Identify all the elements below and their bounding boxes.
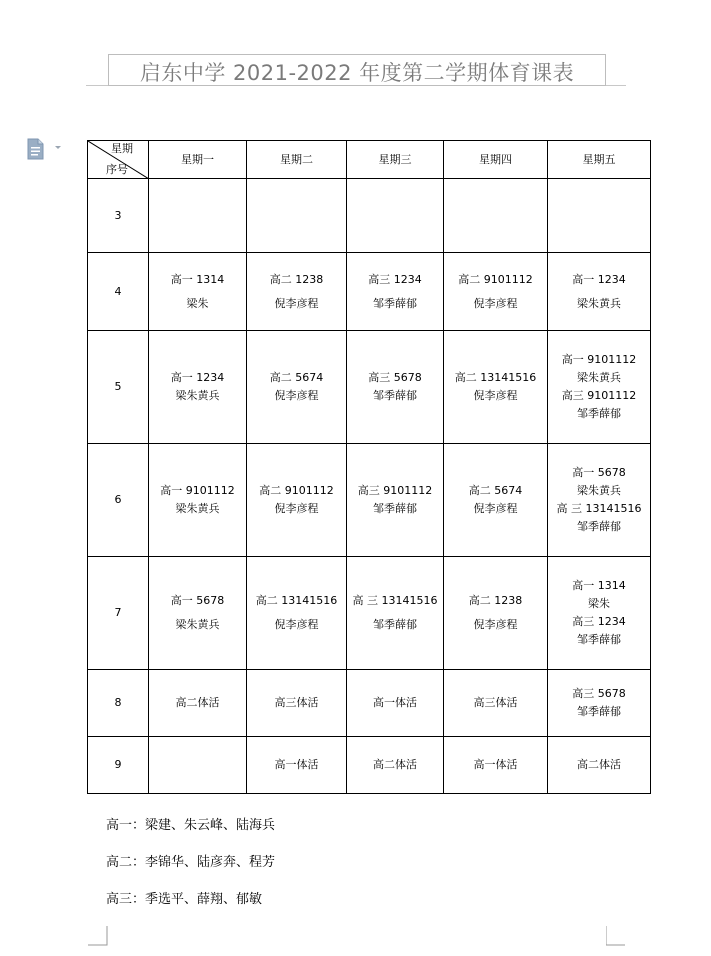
cell-text: 邹季薛郁: [373, 296, 417, 310]
cell-text: 高三 9101112: [561, 389, 637, 402]
cell-text: 高一 1314: [170, 272, 225, 286]
schedule-cell: [247, 670, 347, 737]
chevron-down-icon: [55, 146, 61, 149]
cell-text: 倪李彦程: [274, 389, 319, 402]
schedule-cell: [347, 670, 444, 737]
cell-text: 高一体活: [274, 758, 319, 771]
corner-header-cell: [88, 141, 149, 179]
cell-text: 高三体活: [274, 696, 319, 709]
day-header: 星期五: [548, 141, 651, 179]
cell-text: 邹季薛郁: [373, 502, 417, 515]
schedule-cell: [444, 737, 548, 794]
schedule-cell: [444, 557, 548, 670]
cell-text: 邹季薛郁: [577, 407, 621, 420]
schedule-cell: [247, 737, 347, 794]
day-header: 星期四: [444, 141, 548, 179]
cell-text: 高二体活: [175, 696, 220, 709]
cell-text: 梁朱: [588, 597, 610, 610]
period-cell: 9: [88, 737, 149, 794]
schedule-cell: [548, 179, 651, 253]
cell-text: 高三 5678: [572, 687, 626, 700]
cell-text: 高二 1238: [269, 272, 324, 286]
cell-text: 高一 9101112: [561, 353, 637, 366]
cell-text: 梁朱黄兵: [175, 502, 220, 515]
schedule-cell: [444, 253, 548, 331]
cell-text: 倪李彦程: [274, 296, 319, 310]
schedule-cell: [548, 253, 651, 331]
cell-text: 邹季薛郁: [577, 520, 621, 533]
table-row: [88, 737, 651, 794]
schedule-cell: [548, 444, 651, 557]
day-header: 星期一: [149, 141, 247, 179]
table-row: [88, 179, 651, 253]
teacher-legend-line: 高二：李锦华、陆彦奔、程芳: [106, 855, 276, 870]
schedule-cell: [149, 737, 247, 794]
corner-label-period: 序号: [106, 163, 128, 176]
cell-text: 高三体活: [473, 696, 518, 709]
table-row: [88, 670, 651, 737]
period-cell: 6: [88, 444, 149, 557]
cell-text: 高一 1314: [572, 579, 626, 592]
cell-text: 高三 1234: [572, 615, 626, 628]
schedule-table: [87, 140, 651, 794]
cell-text: 高三 1234: [368, 272, 422, 286]
schedule-cell: [149, 557, 247, 670]
title-frame[interactable]: [108, 54, 606, 86]
cell-text: 高二 5674: [269, 371, 324, 384]
document-icon[interactable]: [26, 138, 64, 160]
schedule-cell: [548, 557, 651, 670]
cell-text: 梁朱黄兵: [577, 296, 621, 310]
schedule-cell: [347, 253, 444, 331]
cell-text: 高三 5678: [368, 371, 422, 384]
schedule-cell: [247, 179, 347, 253]
cell-text: 倪李彦程: [473, 502, 518, 515]
schedule-cell: [149, 331, 247, 444]
cell-text: 高一 5678: [170, 594, 225, 607]
schedule-cell: [548, 331, 651, 444]
schedule-cell: [444, 444, 548, 557]
period-cell: 8: [88, 670, 149, 737]
period-cell: 7: [88, 557, 149, 670]
day-header: 星期三: [347, 141, 444, 179]
cell-text: 倪李彦程: [274, 618, 319, 631]
table-row: [88, 331, 651, 444]
cell-text: 高二 9101112: [458, 272, 533, 286]
schedule-cell: [347, 737, 444, 794]
cell-text: 倪李彦程: [274, 502, 319, 515]
schedule-cell: [247, 444, 347, 557]
table-row: [88, 444, 651, 557]
teacher-legend-line: 高三：季选平、薛翔、郁敏: [106, 892, 263, 907]
period-cell: 4: [88, 253, 149, 331]
cell-text: 梁朱黄兵: [175, 389, 220, 402]
table-row: [88, 557, 651, 670]
cell-text: 邹季薛郁: [577, 705, 621, 718]
cell-text: 高 三 13141516: [556, 502, 642, 515]
cell-text: 倪李彦程: [473, 618, 518, 631]
cell-text: 高三 9101112: [357, 484, 433, 497]
schedule-cell: [444, 179, 548, 253]
cell-text: 邹季薛郁: [373, 389, 417, 402]
teacher-legend-line: 高一：梁建、朱云峰、陆海兵: [106, 818, 276, 833]
page-title: 启东中学 2021-2022 年度第二学期体育课表: [139, 61, 575, 85]
schedule-cell: [247, 331, 347, 444]
schedule-cell: [149, 179, 247, 253]
cell-text: 高二体活: [373, 758, 417, 771]
cell-text: 倪李彦程: [473, 296, 518, 310]
cell-text: 高二 5674: [468, 484, 523, 497]
schedule-cell: [149, 253, 247, 331]
cell-text: 高 三 13141516: [352, 594, 438, 607]
schedule-cell: [444, 670, 548, 737]
day-header: 星期二: [247, 141, 347, 179]
cell-text: 高一 5678: [572, 466, 626, 479]
cell-text: 邹季薛郁: [373, 618, 417, 631]
cell-text: 梁朱黄兵: [175, 618, 220, 631]
cell-text: 高一 1234: [572, 272, 626, 286]
schedule-cell: [149, 444, 247, 557]
schedule-cell: [347, 557, 444, 670]
schedule-cell: [247, 253, 347, 331]
period-cell: 3: [88, 179, 149, 253]
schedule-cell: [444, 331, 548, 444]
schedule-cell: [247, 557, 347, 670]
corner-label-day: 星期: [111, 142, 133, 155]
cell-text: 高二 1238: [468, 594, 523, 607]
table-row: [88, 253, 651, 331]
cell-text: 高二 13141516: [255, 594, 338, 607]
cell-text: 高一体活: [373, 696, 417, 709]
cell-text: 高一 1234: [170, 371, 225, 384]
schedule-cell: [548, 737, 651, 794]
page-corner-mark: [606, 926, 626, 946]
period-cell: 5: [88, 331, 149, 444]
cell-text: 高二体活: [577, 758, 621, 771]
cell-text: 高二 13141516: [454, 371, 537, 384]
cell-text: 高一体活: [473, 758, 518, 771]
cell-text: 梁朱黄兵: [577, 484, 621, 497]
cell-text: 梁朱黄兵: [577, 371, 621, 384]
cell-text: 倪李彦程: [473, 389, 518, 402]
page-corner-mark: [88, 926, 108, 946]
schedule-cell: [347, 444, 444, 557]
cell-text: 邹季薛郁: [577, 633, 621, 646]
cell-text: 高一 9101112: [160, 484, 235, 497]
schedule-cell: [347, 179, 444, 253]
cell-text: 梁朱: [186, 296, 209, 310]
schedule-cell: [149, 670, 247, 737]
header-row: [88, 141, 651, 179]
schedule-cell: [548, 670, 651, 737]
cell-text: 高二 9101112: [259, 484, 334, 497]
schedule-cell: [347, 331, 444, 444]
